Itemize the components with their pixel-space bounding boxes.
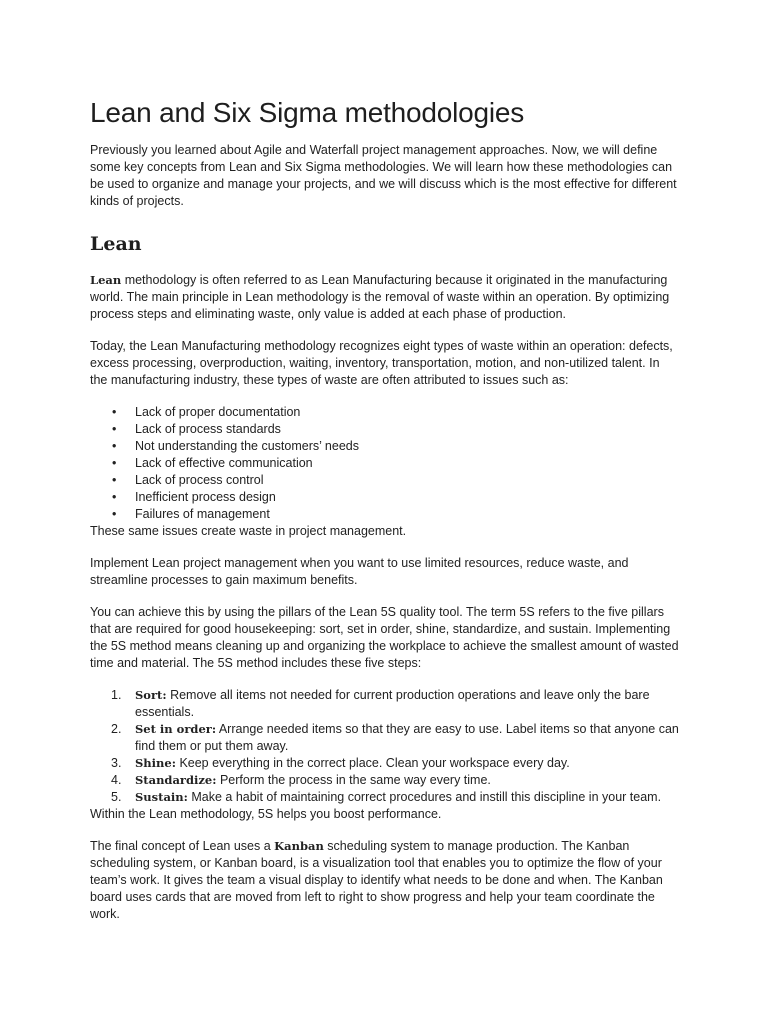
bullet-icon: • bbox=[112, 456, 117, 470]
bullet-icon: • bbox=[112, 405, 117, 419]
lean-heading: Lean bbox=[90, 233, 142, 255]
bullet-icon: • bbox=[112, 422, 117, 436]
list-item: 5. Sustain: Make a habit of maintaining correct procedures and instill this discipline in your team. bbox=[111, 790, 662, 804]
bullet-icon: • bbox=[112, 473, 117, 487]
page-title: Lean and Six Sigma methodologies bbox=[90, 97, 525, 128]
bullet-icon: • bbox=[112, 507, 117, 521]
list-item: • Lack of process standards bbox=[112, 422, 281, 436]
five-s-steps-list bbox=[90, 687, 680, 806]
list-item: • Lack of process control bbox=[112, 473, 264, 487]
document-page bbox=[90, 96, 680, 923]
lean-definition-paragraph bbox=[90, 272, 680, 323]
list-item: 1. Sort: Remove all items not needed for current production operations and leave only the bare essentials. bbox=[111, 688, 650, 719]
list-item: • Lack of effective communication bbox=[112, 456, 313, 470]
kanban-term: Kanban bbox=[274, 839, 324, 853]
list-item: 4. Standardize: Perform the process in the same way every time. bbox=[111, 773, 491, 787]
list-item: • Not understanding the customers’ needs bbox=[112, 439, 359, 453]
issues-list bbox=[90, 404, 680, 523]
five-s-paragraph: You can achieve this by using the pillars of the Lean 5S quality tool. The term 5S refers to the five pillars that are required for good housekeeping: sort, set in order, shine, standardize, and sustain. Implementing the 5S method means cleaning up and organizing the workplace to achieve the smallest amount of wasted time and material. The 5S method includes these five steps: bbox=[90, 605, 679, 670]
intro-paragraph: Previously you learned about Agile and Waterfall project management approaches. Now, we will define some key concepts from Lean and Six Sigma methodologies. We will learn how these methodologies can be used to organize and manage your projects, and we will discuss which is the most effective for different kinds of projects. bbox=[90, 143, 677, 208]
five-s-summary: Within the Lean methodology, 5S helps you boost performance. bbox=[90, 807, 442, 821]
list-item: • Inefficient process design bbox=[112, 490, 276, 504]
issues-summary: These same issues create waste in project management. bbox=[90, 524, 407, 538]
list-item: 2. Set in order: Arrange needed items so that they are easy to use. Label items so that anyone can find them or put them away. bbox=[111, 722, 679, 753]
waste-types-paragraph: Today, the Lean Manufacturing methodology recognizes eight types of waste within an operation: defects, excess processing, overproduction, waiting, inventory, transportation, motion, and non-utilized talent. In the manufacturing industry, these types of waste are often attributed to issues such as: bbox=[90, 339, 673, 387]
list-item: 3. Shine: Keep everything in the correct place. Clean your workspace every day. bbox=[111, 756, 570, 770]
bullet-icon: • bbox=[112, 439, 117, 453]
lean-term: Lean bbox=[90, 273, 122, 287]
bullet-icon: • bbox=[112, 490, 117, 504]
list-item: • Lack of proper documentation bbox=[112, 405, 301, 419]
lean-definition-text: methodology is often referred to as Lean Manufacturing because it originated in the manufacturing world. The main principle in Lean methodology is the removal of waste within an operation. By optimizing process steps and eliminating waste, only value is added at each phase of production. bbox=[90, 273, 670, 321]
kanban-paragraph: The final concept of Lean uses a Kanban scheduling system to manage production. The Kanban scheduling system, or Kanban board, is a visualization tool that enables you to optimize the flow of your team’s work. It gives the team a visual display to identify what needs to be done and when. The Kanban board uses cards that are moved from left to right to show progress and help your team coordinate the work. bbox=[90, 839, 663, 921]
list-item: • Failures of management bbox=[112, 507, 270, 521]
implement-lean-paragraph: Implement Lean project management when you want to use limited resources, reduce waste, and streamline processes to gain maximum benefits. bbox=[90, 556, 629, 587]
